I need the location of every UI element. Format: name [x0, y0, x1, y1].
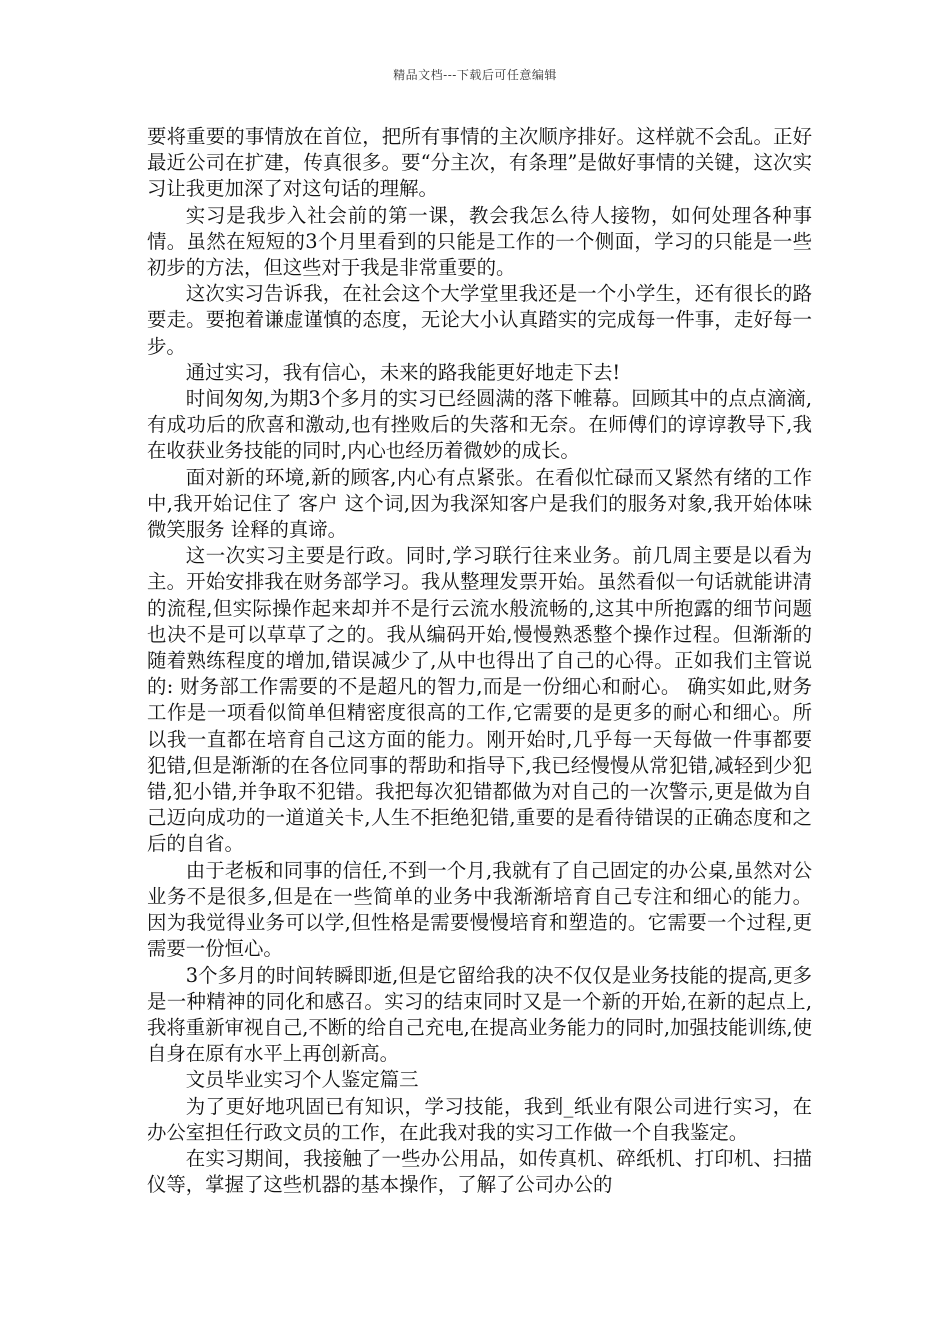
paragraph-7: 这一次实习主要是行政。同时,学习联行往来业务。前几周主要是以看为主。开始安排我在财务部学习。我从整理发票开始。虽然看似一句话就能讲清的流程,但实际操作起来却并不是行云流水般流畅的,这其中所抱露的细节问题也决不是可以草草了之的。我从编码开始,慢慢熟悉整个操作过程。但渐渐的随着熟练程度的增加,错误减少了,从中也得出了自己的心得。正如我们主管说的: 财务部工作需要的不是超凡的智力,而是一份细心和耐心。 确实如此,财务工作是一项看似简单但精密度很高的工作,它需要的是更多的耐心和细心。所以我一直都在培育自己这方面的能力。刚开始时,几乎每一天每做一件事都要犯错,但是渐渐的在各位同事的帮助和指导下,我已经慢慢从常犯错,减轻到少犯错,犯小错,并争取不犯错。我把每次犯错都做为对自己的一次警示,更是做为自己迈向成功的一道道关卡,人生不拒绝犯错,重要的是看待错误的正确态度和之后的自省。 — [147, 544, 812, 856]
paragraph-2: 实习是我步入社会前的第一课，教会我怎么待人接物，如何处理各种事情。虽然在短短的3个月里看到的只能是工作的一个侧面，学习的只能是一些初步的方法，但这些对于我是非常重要的。 — [147, 203, 812, 280]
paragraph-4: 通过实习，我有信心，未来的路我能更好地走下去! — [185, 360, 621, 384]
paragraph-10: 为了更好地巩固已有知识，学习技能，我到_纸业有限公司进行实习，在办公室担任行政文员的工作，在此我对我的实习工作做一个自我鉴定。 — [147, 1094, 812, 1144]
paragraph-5: 时间匆匆,为期3个多月的实习已经圆满的落下帷幕。回顾其中的点点滴滴,有成功后的欣喜和激动,也有挫败后的失落和无奈。在师傅们的谆谆教导下,我在收获业务技能的同时,内心也经历着微妙的成长。 — [147, 387, 812, 463]
paragraph-1: 要将重要的事情放在首位，把所有事情的主次顺序排好。这样就不会乱。正好最近公司在扩建，传真很多。要“分主次，有条理”是做好事情的关键，这次实习让我更加深了对这句话的理解。 — [147, 125, 812, 201]
paragraph-8: 由于老板和同事的信任,不到一个月,我就有了自己固定的办公桌,虽然对公业务不是很多,但是在一些简单的业务中我渐渐培育自己专注和细心的能力。因为我觉得业务可以学,但性格是需要慢慢培育和塑造的。它需要一个过程,更需要一份恒心。 — [147, 858, 812, 961]
page-header: 精品文档---下载后可任意编辑 — [393, 68, 557, 82]
paragraph-3: 这次实习告诉我，在社会这个大学堂里我还是一个小学生，还有很长的路要走。要抱着谦虚谨慎的态度，无论大小认真踏实的完成每一件事，走好每一步。 — [147, 282, 812, 358]
document-body — [147, 124, 812, 1198]
section-heading: 文员毕业实习个人鉴定篇三 — [185, 1068, 419, 1092]
paragraph-11: 在实习期间，我接触了一些办公用品，如传真机、碎纸机、打印机、扫描仪等，掌握了这些机器的基本操作，了解了公司办公的 — [147, 1146, 812, 1197]
paragraph-6: 面对新的环境,新的顾客,内心有点紧张。在看似忙碌而又紧然有绪的工作中,我开始记住了 客户 这个词,因为我深知客户是我们的服务对象,我开始体味 微笑服务 诠释的真谛。 — [147, 465, 812, 542]
paragraph-9: 3个多月的时间转瞬即逝,但是它留给我的决不仅仅是业务技能的提高,更多是一种精神的同化和感召。实习的结束同时又是一个新的开始,在新的起点上,我将重新审视自己,不断的给自己充电,在提高业务能力的同时,加强技能训练,使自身在原有水平上再创新高。 — [147, 963, 812, 1066]
